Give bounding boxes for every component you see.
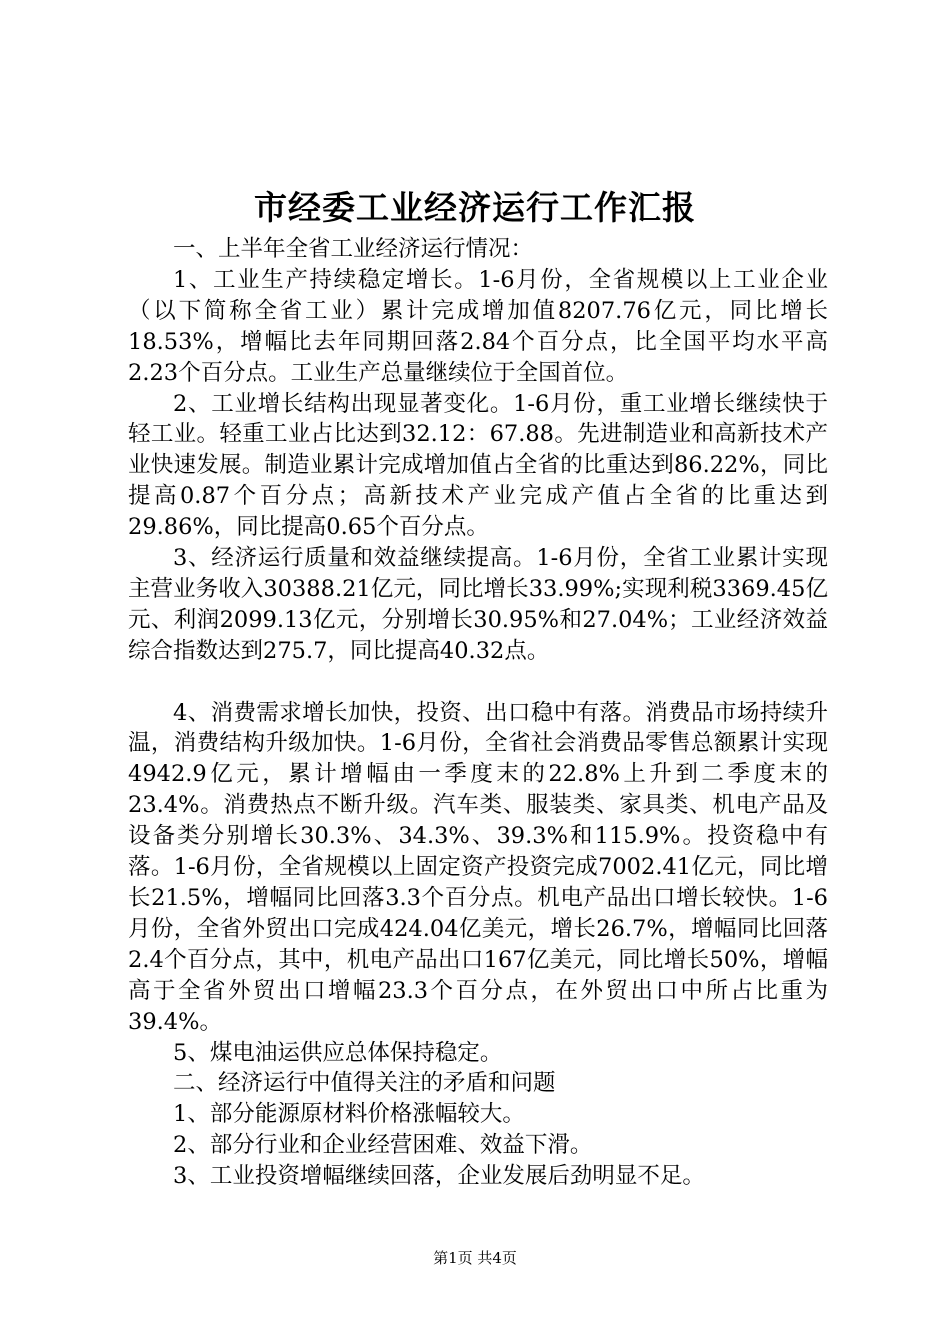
document-body [128, 234, 828, 1192]
document-title: 市经委工业经济运行工作汇报 [254, 188, 696, 227]
paragraph: 5、煤电油运供应总体保持稳定。 [173, 1039, 503, 1066]
paragraph: 1、部分能源原材料价格涨幅较大。 [173, 1101, 525, 1128]
paragraph: 1、工业生产持续稳定增长。1-6月份，全省规模以上工业企业（以下简称全省工业）累计完成增加值8207.76亿元，同比增长18.53%，增幅比去年同期回落2.84个百分点，比全国平均水平高2.23个百分点。工业生产总量继续位于全国首位。 [128, 266, 828, 386]
section-heading: 二、经济运行中值得关注的矛盾和问题 [173, 1070, 556, 1097]
paragraph-gap [128, 667, 828, 698]
section-heading: 一、上半年全省工业经济运行情况： [173, 236, 534, 262]
paragraph: 4、消费需求增长加快，投资、出口稳中有落。消费品市场持续升温，消费结构升级加快。1-6月份，全省社会消费品零售总额累计实现4942.9亿元，累计增幅由一季度末的22.8%上升到二季度末的23.4%。消费热点不断升级。汽车类、服装类、家具类、机电产品及设备类分别增长30.3%、34.3%、39.3%和115.9%。投资稳中有落。1-6月份，全省规模以上固定资产投资完成7002.41亿元，同比增长21.5%，增幅同比回落3.3个百分点。机电产品出口增长较快。1-6月份，全省外贸出口完成424.04亿美元，增长26.7%，增幅同比回落2.4个百分点，其中，机电产品出口167亿美元，同比增长50%，增幅高于全省外贸出口增幅23.3个百分点，在外贸出口中所占比重为39.4%。 [128, 699, 828, 1035]
paragraph: 2、部分行业和企业经营困难、效益下滑。 [173, 1132, 593, 1159]
paragraph: 3、经济运行质量和效益继续提高。1-6月份，全省工业累计实现主营业务收入30388.21亿元，同比增长33.99%;实现利税3369.45亿元、利润2099.13亿元，分别增长30.95%和27.04%；工业经济效益综合指数达到275.7，同比提高40.32点。 [128, 545, 828, 664]
paragraph: 2、工业增长结构出现显著变化。1-6月份，重工业增长继续快于轻工业。轻重工业占比达到32.12：67.88。先进制造业和高新技术产业快速发展。制造业累计完成增加值占全省的比重达到86.22%，同比提高0.87个百分点；高新技术产业完成产值占全省的比重达到29.86%，同比提高0.65个百分点。 [128, 390, 828, 541]
paragraph: 3、工业投资增幅继续回落，企业发展后劲明显不足。 [173, 1163, 705, 1190]
page-footer: 第1页 共4页 [433, 1249, 517, 1267]
